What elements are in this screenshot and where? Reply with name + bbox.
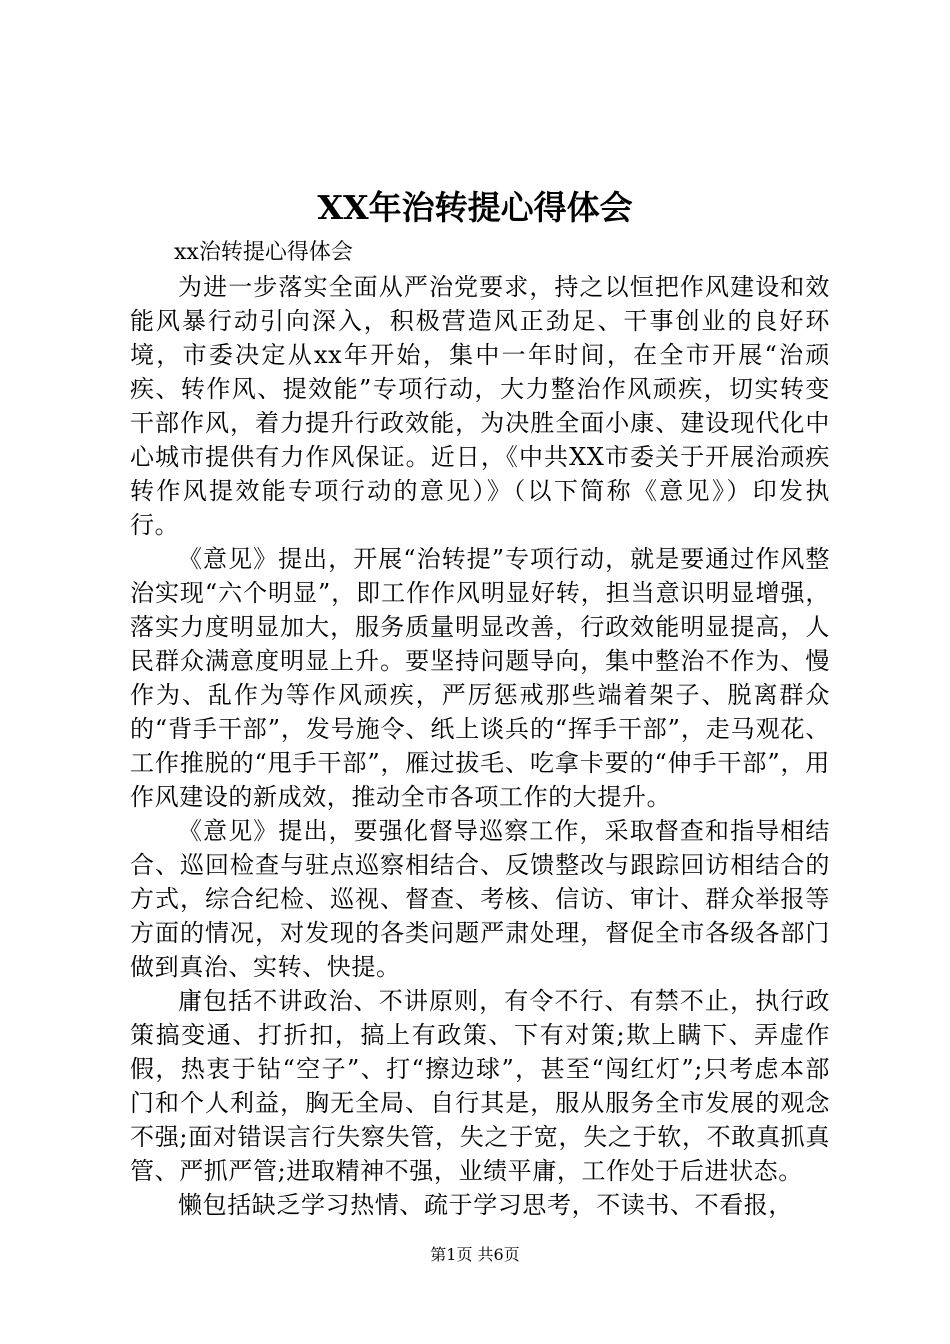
page-number-footer: 第1页 共6页 [430, 1245, 520, 1264]
paragraph-4: 庸包括不讲政治、不讲原则，有令不行、有禁不止，执行政策搞变通、打折扣，搞上有政策、下有对策;欺上瞒下、弄虚作假，热衷于钻“空子”、打“擦边球”，甚至“闯红灯”;只考虑本部门和个人利益，胸无全局、自行其是，服从服务全市发展的观念不强;面对错误言行失察失管，失之于宽，失之于软，不敢真抓真管、严抓严管;进取精神不强，业绩平庸，工作处于后进状态。 [130, 987, 830, 1185]
paragraph-3: 《意见》提出，要强化督导巡察工作，采取督查和指导相结合、巡回检查与驻点巡察相结合、反馈整改与跟踪回访相结合的方式，综合纪检、巡视、督查、考核、信访、审计、群众举报等方面的情况，对发现的各类问题严肃处理，督促全市各级各部门做到真治、实转、快提。 [130, 817, 830, 981]
paragraph-1: 为进一步落实全面从严治党要求，持之以恒把作风建设和效能风暴行动引向深入，积极营造风正劲足、干事创业的良好环境，市委决定从xx年开始，集中一年时间，在全市开展“治顽疾、转作风、提效能”专项行动，大力整治作风顽疾，切实转变干部作风，着力提升行政效能，为决胜全面小康、建设现代化中心城市提供有力作风保证。近日，《中共XX市委关于开展治顽疾转作风提效能专项行动的意见）》（以下简称《意见》）印发执行。 [130, 273, 830, 539]
document-body [130, 236, 830, 1222]
paragraph-2: 《意见》提出，开展“治转提”专项行动，就是要通过作风整治实现“六个明显”，即工作作风明显好转，担当意识明显增强，落实力度明显加大，服务质量明显改善，行政效能明显提高，人民群众满意度明显上升。要坚持问题导向，集中整治不作为、慢作为、乱作为等作风顽疾，严厉惩戒那些端着架子、脱离群众的“背手干部”，发号施令、纸上谈兵的“挥手干部”，走马观花、工作推脱的“甩手干部”，雁过拔毛、吃拿卡要的“伸手干部”，用作风建设的新成效，推动全市各项工作的大提升。 [130, 545, 830, 811]
document-title: XX年治转提心得体会 [317, 188, 633, 227]
paragraph-5: 懒包括缺乏学习热情、疏于学习思考，不读书、不看报， [178, 1191, 793, 1219]
document-subtitle: xx治转提心得体会 [174, 240, 353, 265]
